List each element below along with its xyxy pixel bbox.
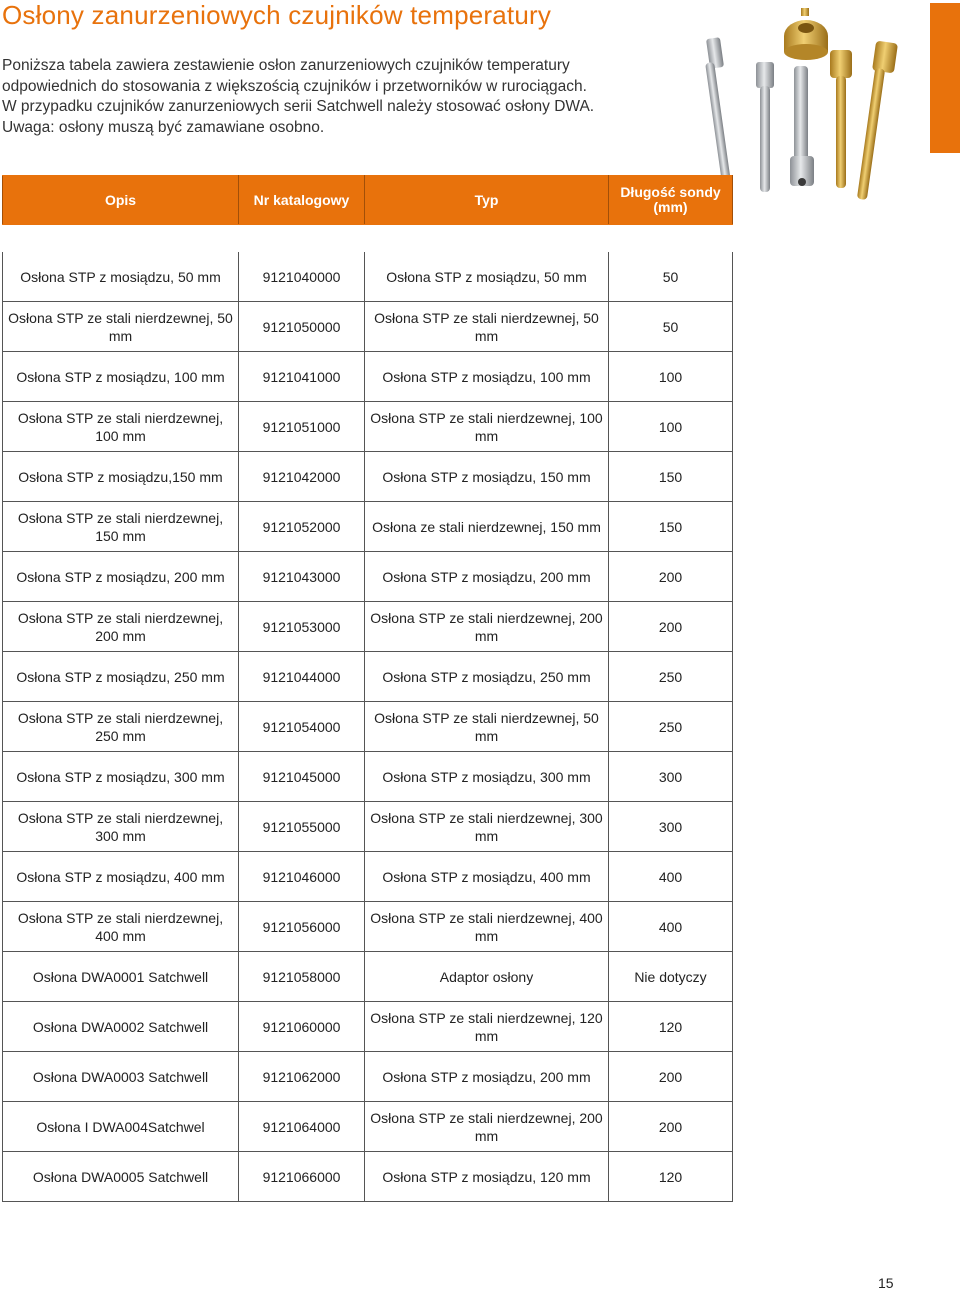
table-cell: Osłona DWA0002 Satchwell [3,1002,239,1052]
column-header: Długość sondy (mm) [609,176,733,225]
page-title: Osłony zanurzeniowych czujników temperatury [2,0,552,30]
brass-thermowell-short [830,50,852,188]
table-row [3,1002,733,1052]
table-cell: Osłona I DWA004Satchwel [3,1102,239,1152]
table-cell: 200 [609,1102,733,1152]
table-cell: 9121051000 [239,402,365,452]
table-cell: 100 [609,352,733,402]
column-header: Nr katalogowy [239,176,365,225]
table-cell: Osłona STP z mosiądzu, 400 mm [365,852,609,902]
table-cell: 100 [609,402,733,452]
table-cell: Osłona STP ze stali nierdzewnej, 200 mm [3,602,239,652]
table-cell: 50 [609,302,733,352]
table-cell: Osłona STP z mosiądzu,150 mm [3,452,239,502]
table-row [3,1052,733,1102]
table-cell: 200 [609,552,733,602]
intro-line: odpowiednich do stosowania z większością czujników i przetworników w rurociągach. [2,77,587,95]
table-cell: 9121044000 [239,652,365,702]
table-cell: Nie dotyczy [609,952,733,1002]
intro-paragraph [2,56,642,138]
table-cell: Osłona DWA0001 Satchwell [3,952,239,1002]
table-cell: 9121045000 [239,752,365,802]
table-cell: Osłona STP z mosiądzu, 120 mm [365,1152,609,1202]
intro-line: W przypadku czujników zanurzeniowych serii Satchwell należy stosować osłony DWA. [2,98,595,115]
table-cell: Osłona STP z mosiądzu, 200 mm [365,552,609,602]
table-row [3,502,733,552]
table-cell: 150 [609,452,733,502]
steel-thermowell-middle [756,62,774,192]
table-cell: 9121062000 [239,1052,365,1102]
table-row [3,852,733,902]
table-cell: 9121042000 [239,452,365,502]
table-cell: Osłona STP z mosiądzu, 200 mm [365,1052,609,1102]
table-cell: 400 [609,902,733,952]
table-cell: 9121052000 [239,502,365,552]
table-cell: Osłona STP z mosiądzu, 400 mm [3,852,239,902]
table-cell: 250 [609,702,733,752]
table-cell: 9121056000 [239,902,365,952]
table-cell: Osłona STP ze stali nierdzewnej, 200 mm [365,1102,609,1152]
table-cell: Osłona STP ze stali nierdzewnej, 100 mm [3,402,239,452]
table-cell: Osłona STP ze stali nierdzewnej, 120 mm [365,1002,609,1052]
table-cell: Osłona STP ze stali nierdzewnej, 200 mm [365,602,609,652]
table-row [3,652,733,702]
table-row [3,802,733,852]
table-cell: 120 [609,1152,733,1202]
table-cell: 9121058000 [239,952,365,1002]
header-spacer [3,225,733,253]
table-cell: Osłona STP ze stali nierdzewnej, 300 mm [365,802,609,852]
column-header: Opis [3,176,239,225]
table-cell: 9121055000 [239,802,365,852]
table-row [3,302,733,352]
table-cell: 400 [609,852,733,902]
table-cell: Osłona STP z mosiądzu, 150 mm [365,452,609,502]
table-row [3,452,733,502]
table-row [3,252,733,302]
table-cell: 300 [609,752,733,802]
table-row [3,402,733,452]
table-cell: Osłona ze stali nierdzewnej, 150 mm [365,502,609,552]
table-cell: 9121053000 [239,602,365,652]
table-cell: 9121060000 [239,1002,365,1052]
table-cell: Osłona STP z mosiądzu, 300 mm [365,752,609,802]
table-cell: Osłona STP z mosiądzu, 50 mm [3,252,239,302]
table-cell: Osłona STP z mosiądzu, 100 mm [365,352,609,402]
steel-thermowell-left [705,37,733,198]
table-cell: Osłona STP ze stali nierdzewnej, 150 mm [3,502,239,552]
table-header-row [3,176,733,225]
table-cell: Osłona STP ze stali nierdzewnej, 100 mm [365,402,609,452]
table-cell: Osłona STP ze stali nierdzewnej, 50 mm [365,302,609,352]
table-row [3,902,733,952]
table-cell: Osłona STP ze stali nierdzewnej, 250 mm [3,702,239,752]
table-cell: Osłona STP z mosiądzu, 50 mm [365,252,609,302]
table-cell: Osłona STP z mosiądzu, 250 mm [365,652,609,702]
table-cell: 250 [609,652,733,702]
table-row [3,1102,733,1152]
table-cell: Osłona DWA0003 Satchwell [3,1052,239,1102]
table-cell: Osłona STP z mosiądzu, 100 mm [3,352,239,402]
table-cell: 50 [609,252,733,302]
table-cell: Osłona DWA0005 Satchwell [3,1152,239,1202]
table-cell: Osłona STP z mosiądzu, 300 mm [3,752,239,802]
table-cell: 9121050000 [239,302,365,352]
table-row [3,752,733,802]
table-cell: Osłona STP ze stali nierdzewnej, 300 mm [3,802,239,852]
table-cell: Osłona STP ze stali nierdzewnej, 400 mm [365,902,609,952]
column-header: Typ [365,176,609,225]
table-cell: 9121041000 [239,352,365,402]
orange-side-tab [930,3,960,153]
table-cell: 9121043000 [239,552,365,602]
table-row [3,352,733,402]
table-cell: 9121066000 [239,1152,365,1202]
table-cell: 200 [609,1052,733,1102]
table-cell: Osłona STP ze stali nierdzewnej, 50 mm [365,702,609,752]
brass-thermowell-long [857,41,898,200]
intro-line: Poniższa tabela zawiera zestawienie osłon zanurzeniowych czujników temperatury [2,57,570,74]
page-number: 15 [878,1275,894,1291]
table-cell: 200 [609,602,733,652]
table-row [3,552,733,602]
table-cell: Osłona STP ze stali nierdzewnej, 50 mm [3,302,239,352]
table-cell: Osłona STP z mosiądzu, 250 mm [3,652,239,702]
table-cell: 300 [609,802,733,852]
thermowell-table [2,175,733,1202]
brass-adaptor [784,8,828,60]
table-row [3,952,733,1002]
table-cell: 150 [609,502,733,552]
table-cell: Osłona STP ze stali nierdzewnej, 400 mm [3,902,239,952]
table-row [3,602,733,652]
steel-thermowell-short [790,66,814,186]
table-cell: 120 [609,1002,733,1052]
table-cell: 9121046000 [239,852,365,902]
table-cell: Osłona STP z mosiądzu, 200 mm [3,552,239,602]
table-cell: Adaptor osłony [365,952,609,1002]
table-cell: 9121040000 [239,252,365,302]
table-row [3,702,733,752]
table-cell: 9121064000 [239,1102,365,1152]
table-cell: 9121054000 [239,702,365,752]
table-row [3,1152,733,1202]
intro-line: Uwaga: osłony muszą być zamawiane osobno. [2,118,325,136]
